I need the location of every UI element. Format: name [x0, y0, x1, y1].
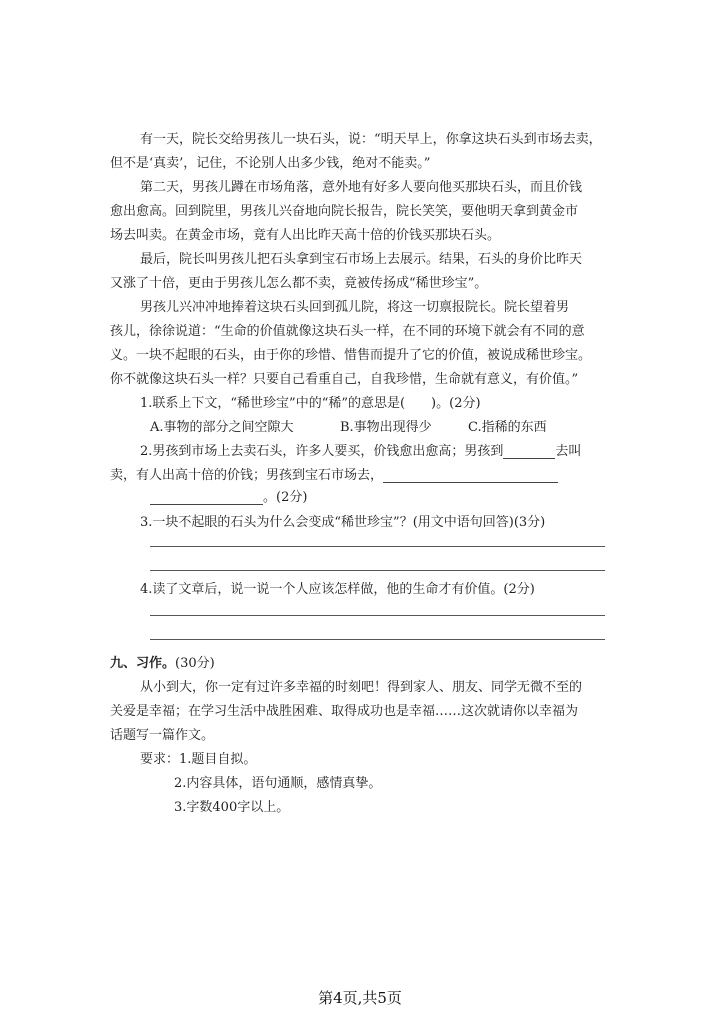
- option-a[interactable]: A.事物的部分之间空隙大: [150, 420, 294, 435]
- requirement-1: 要求：1.题目自拟。: [140, 752, 257, 767]
- passage-line: 你不就像这块石头一样？只要自己看重自己，自我珍惜，生命就有意义，有价值。”: [110, 372, 579, 387]
- passage-line: 男孩儿兴冲冲地捧着这块石头回到孤儿院，将这一切禀报院长。院长望着男: [140, 300, 570, 315]
- answer-blank-3[interactable]: [150, 490, 263, 505]
- question-2-line2: [110, 464, 558, 483]
- option-c[interactable]: C.指稀的东西: [468, 420, 547, 435]
- passage-line: 有一天，院长交给男孩儿一块石头，说：“明天早上，你拿这块石头到市场去卖，: [140, 132, 602, 147]
- passage-line: 义。一块不起眼的石头，由于你的珍惜、惜售而提升了它的价值，被说成稀世珍宝。: [110, 348, 592, 363]
- question-1-stem: 1.联系上下文，“稀世珍宝”中的“稀”的意思是( )。(2分): [140, 396, 481, 411]
- section-score: (30分): [175, 656, 215, 671]
- essay-prompt-line: 话题写一篇作文。: [110, 728, 215, 743]
- requirement-3: 3.字数400字以上。: [174, 800, 290, 815]
- answer-line[interactable]: [150, 570, 605, 571]
- essay-prompt-line: 从小到大，你一定有过许多幸福的时刻吧！得到家人、朋友、同学无微不至的: [140, 680, 583, 695]
- answer-line[interactable]: [150, 615, 605, 616]
- section-title: 九、习作。: [110, 656, 176, 671]
- question-2-line3: [150, 486, 307, 505]
- passage-line: 孩儿，徐徐说道：“生命的价值就像这块石头一样，在不同的环境下就会有不同的意: [110, 324, 585, 339]
- essay-prompt-line: 关爱是幸福；在学习生活中战胜困难、取得成功也是幸福……这次就请你以幸福为: [110, 704, 579, 719]
- passage-line: 但不是‘真卖’，记住，不论别人出多少钱，绝对不能卖。”: [110, 156, 431, 171]
- passage-line: 最后，院长叫男孩儿把石头拿到宝石市场上去展示。结果，石头的身价比昨天: [140, 252, 583, 267]
- passage-line: 愈出愈高。回到院里，男孩儿兴奋地向院长报告，院长笑笑，要他明天拿到黄金市: [110, 204, 579, 219]
- question-2-text: 2.男孩到市场上去卖石头，许多人要买，价钱愈出愈高；男孩到: [140, 444, 504, 459]
- requirement-2: 2.内容具体，语句通顺，感情真挚。: [174, 776, 382, 791]
- question-2-stem: [140, 440, 581, 459]
- option-b[interactable]: B.事物出现得少: [340, 420, 432, 435]
- question-2-text: 去叫: [555, 444, 582, 459]
- question-3-stem: 3.一块不起眼的石头为什么会变成“稀世珍宝”？(用文中语句回答)(3分): [140, 515, 546, 530]
- question-4-stem: 4.读了文章后，说一说一个人应该怎样做，他的生命才有价值。(2分): [140, 582, 535, 597]
- section-9-heading: [110, 652, 215, 671]
- answer-line[interactable]: [150, 546, 605, 547]
- answer-line[interactable]: [150, 639, 605, 640]
- passage-line: 又涨了十倍，更由于男孩儿怎么都不卖，竟被传扬成“稀世珍宝”。: [110, 276, 488, 291]
- answer-blank-1[interactable]: [503, 444, 555, 459]
- question-2-text: 卖，有人出高十倍的价钱；男孩到宝石市场去，: [110, 468, 384, 483]
- passage-line: 场去叫卖。在黄金市场，竟有人出比昨天高十倍的价钱买那块石头。: [110, 228, 501, 243]
- page-footer: 第4页,共5页: [318, 989, 402, 1007]
- answer-blank-2[interactable]: [383, 468, 558, 483]
- passage-line: 第二天，男孩儿蹲在市场角落，意外地有好多人要向他买那块石头，而且价钱: [140, 180, 583, 195]
- question-2-score: 。(2分): [263, 490, 308, 505]
